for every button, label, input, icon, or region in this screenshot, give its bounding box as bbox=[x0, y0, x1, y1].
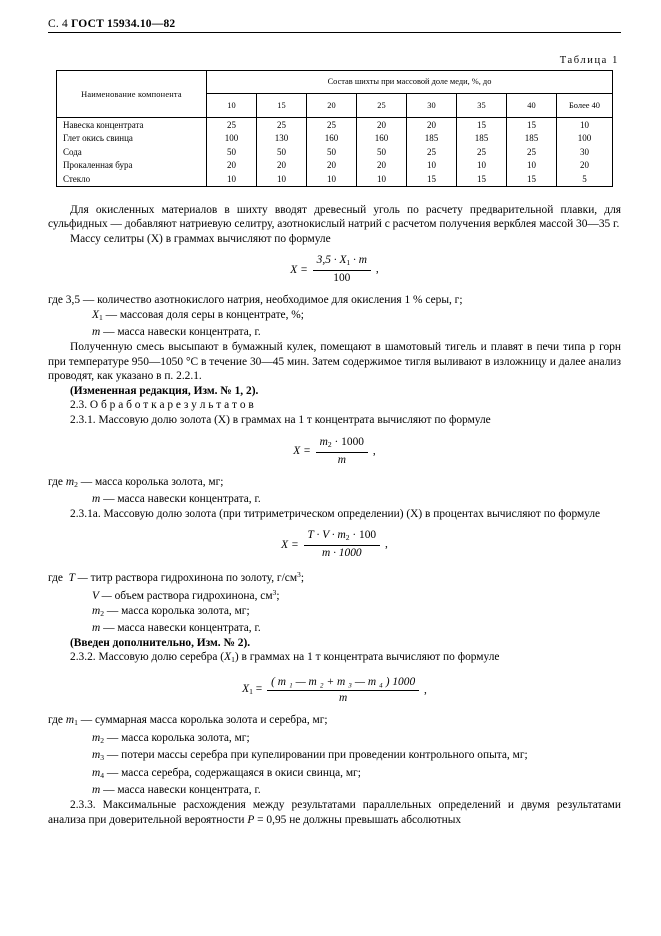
formula2-numerator: $m_2 \cdot 1000$ bbox=[316, 436, 368, 453]
table-header-col-1: 15 bbox=[256, 93, 306, 117]
table-header-col-3: 25 bbox=[356, 93, 406, 117]
table-header-col-7: Более 40 bbox=[556, 93, 612, 117]
formula3-numerator: $T \cdot V \cdot m_2 \cdot 100$ bbox=[304, 529, 381, 546]
paragraph-2-3-3: 2.3.3. Максимальные расхождения между результатами параллельных определений и двумя результатами анализа при доверительной вероятности P = 0,95 не должны превышать абсолютных bbox=[48, 798, 621, 826]
paragraph-2-3-2: 2.3.2. Массовую долю серебра $(X_1)$ в граммах на 1 т концентрата вычисляют по формуле bbox=[70, 651, 500, 665]
cell-1-0: 100 bbox=[206, 132, 256, 146]
table-row bbox=[56, 132, 612, 146]
where2-line-a: где $m_2$ — масса королька золота, мг; bbox=[48, 475, 224, 489]
cell-3-0: 20 bbox=[206, 159, 256, 173]
formula3-comma: , bbox=[384, 538, 388, 551]
cell-4-3: 10 bbox=[356, 172, 406, 186]
cell-1-1: 130 bbox=[256, 132, 306, 146]
formula2-denominator: m bbox=[337, 453, 346, 466]
formula3-fraction bbox=[304, 529, 381, 560]
where4-line-b: $m_2$ — масса королька золота, мг; bbox=[92, 731, 250, 745]
where1-line-b: $X_1$ — массовая доля серы в концентрате, %; bbox=[92, 308, 304, 322]
cell-4-6: 15 bbox=[506, 172, 556, 186]
formula3-lhs: X = bbox=[281, 538, 299, 551]
where4-line-a: где $m_1$ — суммарная масса королька золота и серебра, мг; bbox=[48, 713, 328, 727]
formula4-denominator: m bbox=[338, 691, 348, 704]
cell-0-6: 15 bbox=[506, 118, 556, 132]
formula2-lhs: X = bbox=[293, 444, 311, 457]
cell-0-5: 15 bbox=[456, 118, 506, 132]
cell-3-3: 20 bbox=[356, 159, 406, 173]
table-header-col-4: 30 bbox=[406, 93, 456, 117]
where3-line-d: m — масса навески концентрата, г. bbox=[92, 622, 261, 635]
cell-2-5: 25 bbox=[456, 145, 506, 159]
cell-1-7: 100 bbox=[556, 132, 612, 146]
cell-2-6: 25 bbox=[506, 145, 556, 159]
row-label-4: Стекло bbox=[56, 172, 206, 186]
cell-4-4: 15 bbox=[406, 172, 456, 186]
row-label-0: Навеска концентрата bbox=[56, 118, 206, 132]
where4-line-c: $m_3$ — потери массы серебра при купелировании при проведении контрольного опыта, мг; bbox=[92, 749, 528, 763]
table-header-col-2: 20 bbox=[306, 93, 356, 117]
paragraph-2-3-1: 2.3.1. Массовую долю золота (X) в граммах на 1 т концентрата вычисляют по формуле bbox=[70, 414, 491, 427]
cell-4-0: 10 bbox=[206, 172, 256, 186]
formula4-comma: , bbox=[424, 684, 427, 697]
table-row bbox=[56, 118, 612, 132]
cell-0-7: 10 bbox=[556, 118, 612, 132]
formula1-lhs: X = bbox=[290, 263, 308, 276]
where4-line-d: $m_4$ — масса серебра, содержащаяся в окиси свинца, мг; bbox=[92, 766, 361, 780]
cell-4-2: 10 bbox=[306, 172, 356, 186]
formula-silver-mass-fraction bbox=[48, 676, 621, 705]
cell-0-0: 25 bbox=[206, 118, 256, 132]
cell-1-6: 185 bbox=[506, 132, 556, 146]
table-row bbox=[56, 145, 612, 159]
where2-line-b: m — масса навески концентрата, г. bbox=[92, 493, 261, 506]
where3-line-c: $m_2$ — масса королька золота, мг; bbox=[92, 604, 250, 618]
cell-2-3: 50 bbox=[356, 145, 406, 159]
formula1-comma: , bbox=[375, 263, 379, 276]
formula-gold-mass-fraction bbox=[48, 436, 621, 467]
table-header-col-0: 10 bbox=[206, 93, 256, 117]
page-number: С. 4 bbox=[48, 18, 68, 30]
cell-3-5: 10 bbox=[456, 159, 506, 173]
where3-line-b: V — объем раствора гидрохинона, $см^3$; bbox=[92, 588, 280, 602]
formula2-fraction bbox=[316, 436, 368, 467]
header-rule bbox=[48, 32, 621, 33]
cell-2-0: 50 bbox=[206, 145, 256, 159]
table-row bbox=[56, 159, 612, 173]
cell-2-4: 25 bbox=[406, 145, 456, 159]
cell-0-3: 20 bbox=[356, 118, 406, 132]
cell-0-4: 20 bbox=[406, 118, 456, 132]
cell-2-7: 30 bbox=[556, 145, 612, 159]
cell-0-2: 25 bbox=[306, 118, 356, 132]
table-header-span: Состав шихты при массовой доле меди, %, до bbox=[206, 71, 612, 94]
table-caption: Таблица 1 bbox=[559, 55, 619, 66]
cell-1-5: 185 bbox=[456, 132, 506, 146]
cell-1-4: 185 bbox=[406, 132, 456, 146]
table-header-col-5: 35 bbox=[456, 93, 506, 117]
paragraph-melting: Полученную смесь высыпают в бумажный кулек, помещают в шамотовый тигель и плавят в печи типа р горн при температуре 950—1050 °С в течение 30—45 мин. Затем содержимое тигля выливают в изложницу и далее анализ проводят, как указано в п. 2.2.1. bbox=[48, 341, 621, 383]
formula2-comma: , bbox=[372, 444, 376, 457]
body-content bbox=[48, 203, 621, 828]
standard-number: ГОСТ 15934.10—82 bbox=[71, 18, 176, 30]
cell-0-1: 25 bbox=[256, 118, 306, 132]
formula3-denominator: m · 1000 bbox=[322, 547, 362, 560]
cell-4-5: 15 bbox=[456, 172, 506, 186]
cell-1-3: 160 bbox=[356, 132, 406, 146]
cell-3-6: 10 bbox=[506, 159, 556, 173]
formula-gold-titrimetric bbox=[48, 529, 621, 560]
formula1-numerator: $3,5 \cdot X_1 \cdot m$ bbox=[313, 254, 371, 271]
where3-line-a: где T — титр раствора гидрохинона по золоту, $г/см^3$; bbox=[48, 570, 304, 585]
where1-line-c: m — масса навески концентрата, г. bbox=[92, 326, 261, 339]
cell-2-1: 50 bbox=[256, 145, 306, 159]
formula4-numerator: ( m ₁ — m ₂ + m ₃ — m ₄ ) 1000 bbox=[267, 676, 419, 691]
row-label-3: Прокаленная бура bbox=[56, 159, 206, 173]
composition-table bbox=[56, 70, 613, 187]
table-header-col-6: 40 bbox=[506, 93, 556, 117]
cell-3-7: 20 bbox=[556, 159, 612, 173]
where1-line-a: где 3,5 — количество азотнокислого натрия, необходимое для окисления 1 % серы, г; bbox=[48, 294, 463, 307]
row-label-2: Сода bbox=[56, 145, 206, 159]
formula-saltpeter-mass bbox=[48, 254, 621, 285]
note-added-additionally: (Введен дополнительно, Изм. № 2). bbox=[70, 636, 251, 649]
formula1-denominator: 100 bbox=[333, 272, 351, 285]
cell-3-4: 10 bbox=[406, 159, 456, 173]
where4-line-e: m — масса навески концентрата, г. bbox=[92, 784, 261, 797]
cell-4-1: 10 bbox=[256, 172, 306, 186]
cell-3-1: 20 bbox=[256, 159, 306, 173]
cell-2-2: 50 bbox=[306, 145, 356, 159]
paragraph-saltpeter-mass: Массу селитры (X) в граммах вычисляют по формуле bbox=[70, 232, 331, 245]
page-header bbox=[48, 18, 621, 30]
formula4-fraction bbox=[267, 676, 419, 705]
table-header-component: Наименование компонента bbox=[56, 71, 206, 118]
formula4-lhs: $X_1$ = bbox=[242, 682, 263, 696]
paragraph-intro: Для окисленных материалов в шихту вводят древесный уголь по расчету предварительной плавки, для сульфидных — добавляют натриевую селитру, азотнокислый натрий с расчетом получения веркблея массой 30—35 г. bbox=[48, 203, 621, 231]
cell-3-2: 20 bbox=[306, 159, 356, 173]
formula1-fraction bbox=[313, 254, 371, 285]
section-2-3-heading: 2.3. О б р а б о т к а р е з у л ь т а т о в bbox=[70, 399, 254, 412]
cell-4-7: 5 bbox=[556, 172, 612, 186]
table-row bbox=[56, 172, 612, 186]
row-label-1: Глет окись свинца bbox=[56, 132, 206, 146]
paragraph-2-3-1a: 2.3.1а. Массовую долю золота (при титриметрическом определении) (X) в процентах вычисляют по формуле bbox=[70, 507, 601, 520]
cell-1-2: 160 bbox=[306, 132, 356, 146]
note-revised-edition: (Измененная редакция, Изм. № 1, 2). bbox=[70, 384, 259, 397]
